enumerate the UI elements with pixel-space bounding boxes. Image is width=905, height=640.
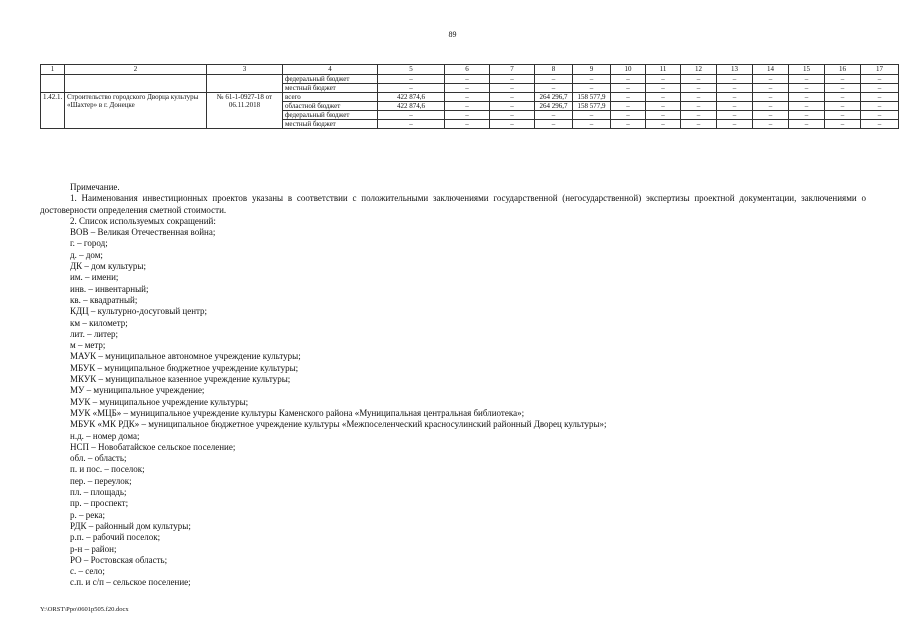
notes-heading: Примечание.: [70, 182, 120, 192]
table-cell: –: [490, 84, 535, 93]
table-cell: –: [646, 84, 681, 93]
table-cell: –: [825, 111, 861, 120]
abbreviation-item: инв. – инвентарный;: [70, 283, 149, 294]
column-header: 8: [535, 65, 573, 75]
table-cell: –: [681, 120, 717, 129]
table-cell: –: [789, 75, 825, 84]
table-cell: –: [445, 111, 490, 120]
abbreviation-item: с.п. и с/п – сельское поселение;: [70, 577, 191, 588]
column-header: 10: [611, 65, 646, 75]
table-cell: –: [573, 111, 611, 120]
table-cell: –: [535, 120, 573, 129]
abbreviation-item: р.п. – рабочий поселок;: [70, 532, 161, 543]
abbreviation-item: пл. – площадь;: [70, 487, 127, 498]
abbreviation-item: им. – имени;: [70, 272, 119, 283]
table-cell: –: [378, 111, 445, 120]
column-header: 12: [681, 65, 717, 75]
project-name: Строительство городского Дворца культуры «Шахтер» в г. Донецке: [65, 93, 207, 129]
table-cell: –: [490, 93, 535, 102]
table-cell: –: [861, 111, 899, 120]
column-header: 14: [753, 65, 789, 75]
table-cell: –: [445, 75, 490, 84]
table-cell: –: [753, 102, 789, 111]
table-cell: –: [789, 111, 825, 120]
budget-source-cell: местный бюджет: [283, 120, 378, 129]
table-cell: –: [717, 111, 753, 120]
table-cell: –: [789, 84, 825, 93]
table-cell: –: [717, 84, 753, 93]
column-header: 5: [378, 65, 445, 75]
table-cell: –: [535, 84, 573, 93]
abbreviation-item: кв. – квадратный;: [70, 294, 138, 305]
abbreviation-item: НСП – Новобатайское сельское поселение;: [70, 441, 236, 452]
abbreviation-item: МКУК – муниципальное казенное учреждение культуры;: [70, 374, 291, 385]
notes-section: [40, 182, 866, 589]
abbreviation-item: МБУК «МК РДК» – муниципальное бюджетное учреждение культуры «Межпоселенческий красносулинский районный Дворец культуры»;: [70, 419, 607, 430]
table-cell: –: [573, 75, 611, 84]
column-header: 6: [445, 65, 490, 75]
table-cell: –: [825, 75, 861, 84]
table-cell: –: [717, 120, 753, 129]
table-cell: –: [378, 84, 445, 93]
abbreviation-item: РО – Ростовская область;: [70, 554, 168, 565]
column-header: 13: [717, 65, 753, 75]
table-cell: –: [861, 75, 899, 84]
table-cell: –: [573, 120, 611, 129]
abbreviation-item: лит. – литер;: [70, 328, 119, 339]
page-number: 89: [448, 30, 457, 39]
abbreviation-item: МУК – муниципальное учреждение культуры;: [70, 396, 249, 407]
budget-source-cell: всего: [283, 93, 378, 102]
expertise-conclusion: № 61-1-0927-18 от 06.11.2018: [207, 93, 283, 129]
note-item-1: 1. Наименования инвестиционных проектов указаны в соответствии с положительными заключениями государственной (негосударственной) экспертизы проектной документации, заключениями о достоверности определения сметной стоимости.: [40, 193, 866, 215]
table-cell: –: [789, 102, 825, 111]
table-cell: –: [825, 102, 861, 111]
table-cell: –: [378, 120, 445, 129]
table-cell: –: [753, 111, 789, 120]
table-cell: –: [490, 102, 535, 111]
column-header: 1: [41, 65, 65, 75]
table-cell: –: [789, 93, 825, 102]
table-cell: –: [445, 84, 490, 93]
table-cell: –: [646, 102, 681, 111]
table-cell: –: [717, 102, 753, 111]
table-cell: –: [445, 102, 490, 111]
abbreviation-item: МБУК – муниципальное бюджетное учреждение культуры;: [70, 362, 299, 373]
table-cell: –: [646, 75, 681, 84]
column-header: 9: [573, 65, 611, 75]
table-cell: –: [825, 84, 861, 93]
abbreviation-item: ВОВ – Великая Отечественная война;: [70, 227, 216, 238]
table-cell: –: [445, 93, 490, 102]
table-row: [41, 93, 899, 102]
budget-source-cell: федеральный бюджет: [283, 75, 378, 84]
table-cell: –: [717, 75, 753, 84]
table-cell: 422 874,6: [378, 102, 445, 111]
table-cell: –: [753, 93, 789, 102]
table-row: [41, 75, 899, 84]
table-cell: –: [825, 93, 861, 102]
abbreviation-item: г. – город;: [70, 238, 108, 249]
table-cell: –: [535, 111, 573, 120]
table-cell: –: [753, 75, 789, 84]
table-cell: –: [753, 120, 789, 129]
table-cell: –: [646, 111, 681, 120]
table-cell: –: [611, 93, 646, 102]
table-cell: –: [490, 120, 535, 129]
abbreviation-item: РДК – районный дом культуры;: [70, 520, 191, 531]
abbreviation-item: н.д. – номер дома;: [70, 430, 140, 441]
table-cell: 158 577,9: [573, 93, 611, 102]
abbreviation-item: д. – дом;: [70, 249, 103, 260]
column-header: 4: [283, 65, 378, 75]
abbreviation-item: р. – река;: [70, 509, 105, 520]
table-cell: –: [753, 84, 789, 93]
abbreviation-item: МУ – муниципальное учреждение;: [70, 385, 205, 396]
project-number: 1.42.1.: [41, 93, 65, 129]
empty-cell: [65, 75, 207, 93]
abbreviation-item: п. и пос. – поселок;: [70, 464, 145, 475]
table-cell: –: [611, 102, 646, 111]
abbreviation-item: КДЦ – культурно-досуговый центр;: [70, 306, 208, 317]
column-header: 2: [65, 65, 207, 75]
table-cell: 264 296,7: [535, 93, 573, 102]
table-cell: –: [681, 102, 717, 111]
column-header: 17: [861, 65, 899, 75]
column-header: 7: [490, 65, 535, 75]
header-row: [41, 65, 899, 75]
abbreviation-item: с. – село;: [70, 566, 105, 577]
table-cell: 264 296,7: [535, 102, 573, 111]
table-cell: –: [681, 75, 717, 84]
abbreviation-item: пр. – проспект;: [70, 498, 129, 509]
table-cell: –: [681, 111, 717, 120]
abbreviation-item: обл. – область;: [70, 453, 127, 464]
abbreviation-item: МАУК – муниципальное автономное учреждение культуры;: [70, 351, 301, 362]
table-cell: –: [445, 120, 490, 129]
table-cell: 158 577,9: [573, 102, 611, 111]
table-cell: –: [825, 120, 861, 129]
budget-source-cell: федеральный бюджет: [283, 111, 378, 120]
column-header: 15: [789, 65, 825, 75]
table-cell: –: [717, 93, 753, 102]
abbreviation-list: [40, 227, 866, 589]
table-cell: 422 874,6: [378, 93, 445, 102]
table-cell: –: [861, 120, 899, 129]
table-cell: –: [646, 93, 681, 102]
investment-table: [40, 64, 899, 129]
empty-cell: [207, 75, 283, 93]
table-cell: –: [681, 84, 717, 93]
table-cell: –: [861, 102, 899, 111]
abbreviation-item: р-н – район;: [70, 543, 117, 554]
table-cell: –: [861, 93, 899, 102]
abbreviation-item: м – метр;: [70, 340, 106, 351]
column-header: 11: [646, 65, 681, 75]
table-cell: –: [490, 111, 535, 120]
table-cell: –: [490, 75, 535, 84]
budget-source-cell: областной бюджет: [283, 102, 378, 111]
abbreviation-item: км – километр;: [70, 317, 128, 328]
abbreviation-item: МУК «МЦБ» – муниципальное учреждение культуры Каменского района «Муниципальная центральная библиотека»;: [70, 407, 525, 418]
budget-source-cell: местный бюджет: [283, 84, 378, 93]
table-cell: –: [789, 120, 825, 129]
abbreviation-item: ДК – дом культуры;: [70, 261, 146, 272]
table-cell: –: [611, 111, 646, 120]
table-cell: –: [681, 93, 717, 102]
table-cell: –: [646, 120, 681, 129]
empty-cell: [41, 75, 65, 93]
table-cell: –: [573, 84, 611, 93]
table-cell: –: [378, 75, 445, 84]
table-cell: –: [611, 84, 646, 93]
note-item-2: 2. Список используемых сокращений:: [70, 215, 216, 226]
column-header: 3: [207, 65, 283, 75]
table-cell: –: [611, 120, 646, 129]
table-cell: –: [611, 75, 646, 84]
abbreviation-item: пер. – переулок;: [70, 475, 132, 486]
table-cell: –: [535, 75, 573, 84]
table-cell: –: [861, 84, 899, 93]
column-header: 16: [825, 65, 861, 75]
file-path-footer: Y:\ORST\Ppo\0601p505.f20.docx: [40, 606, 129, 613]
